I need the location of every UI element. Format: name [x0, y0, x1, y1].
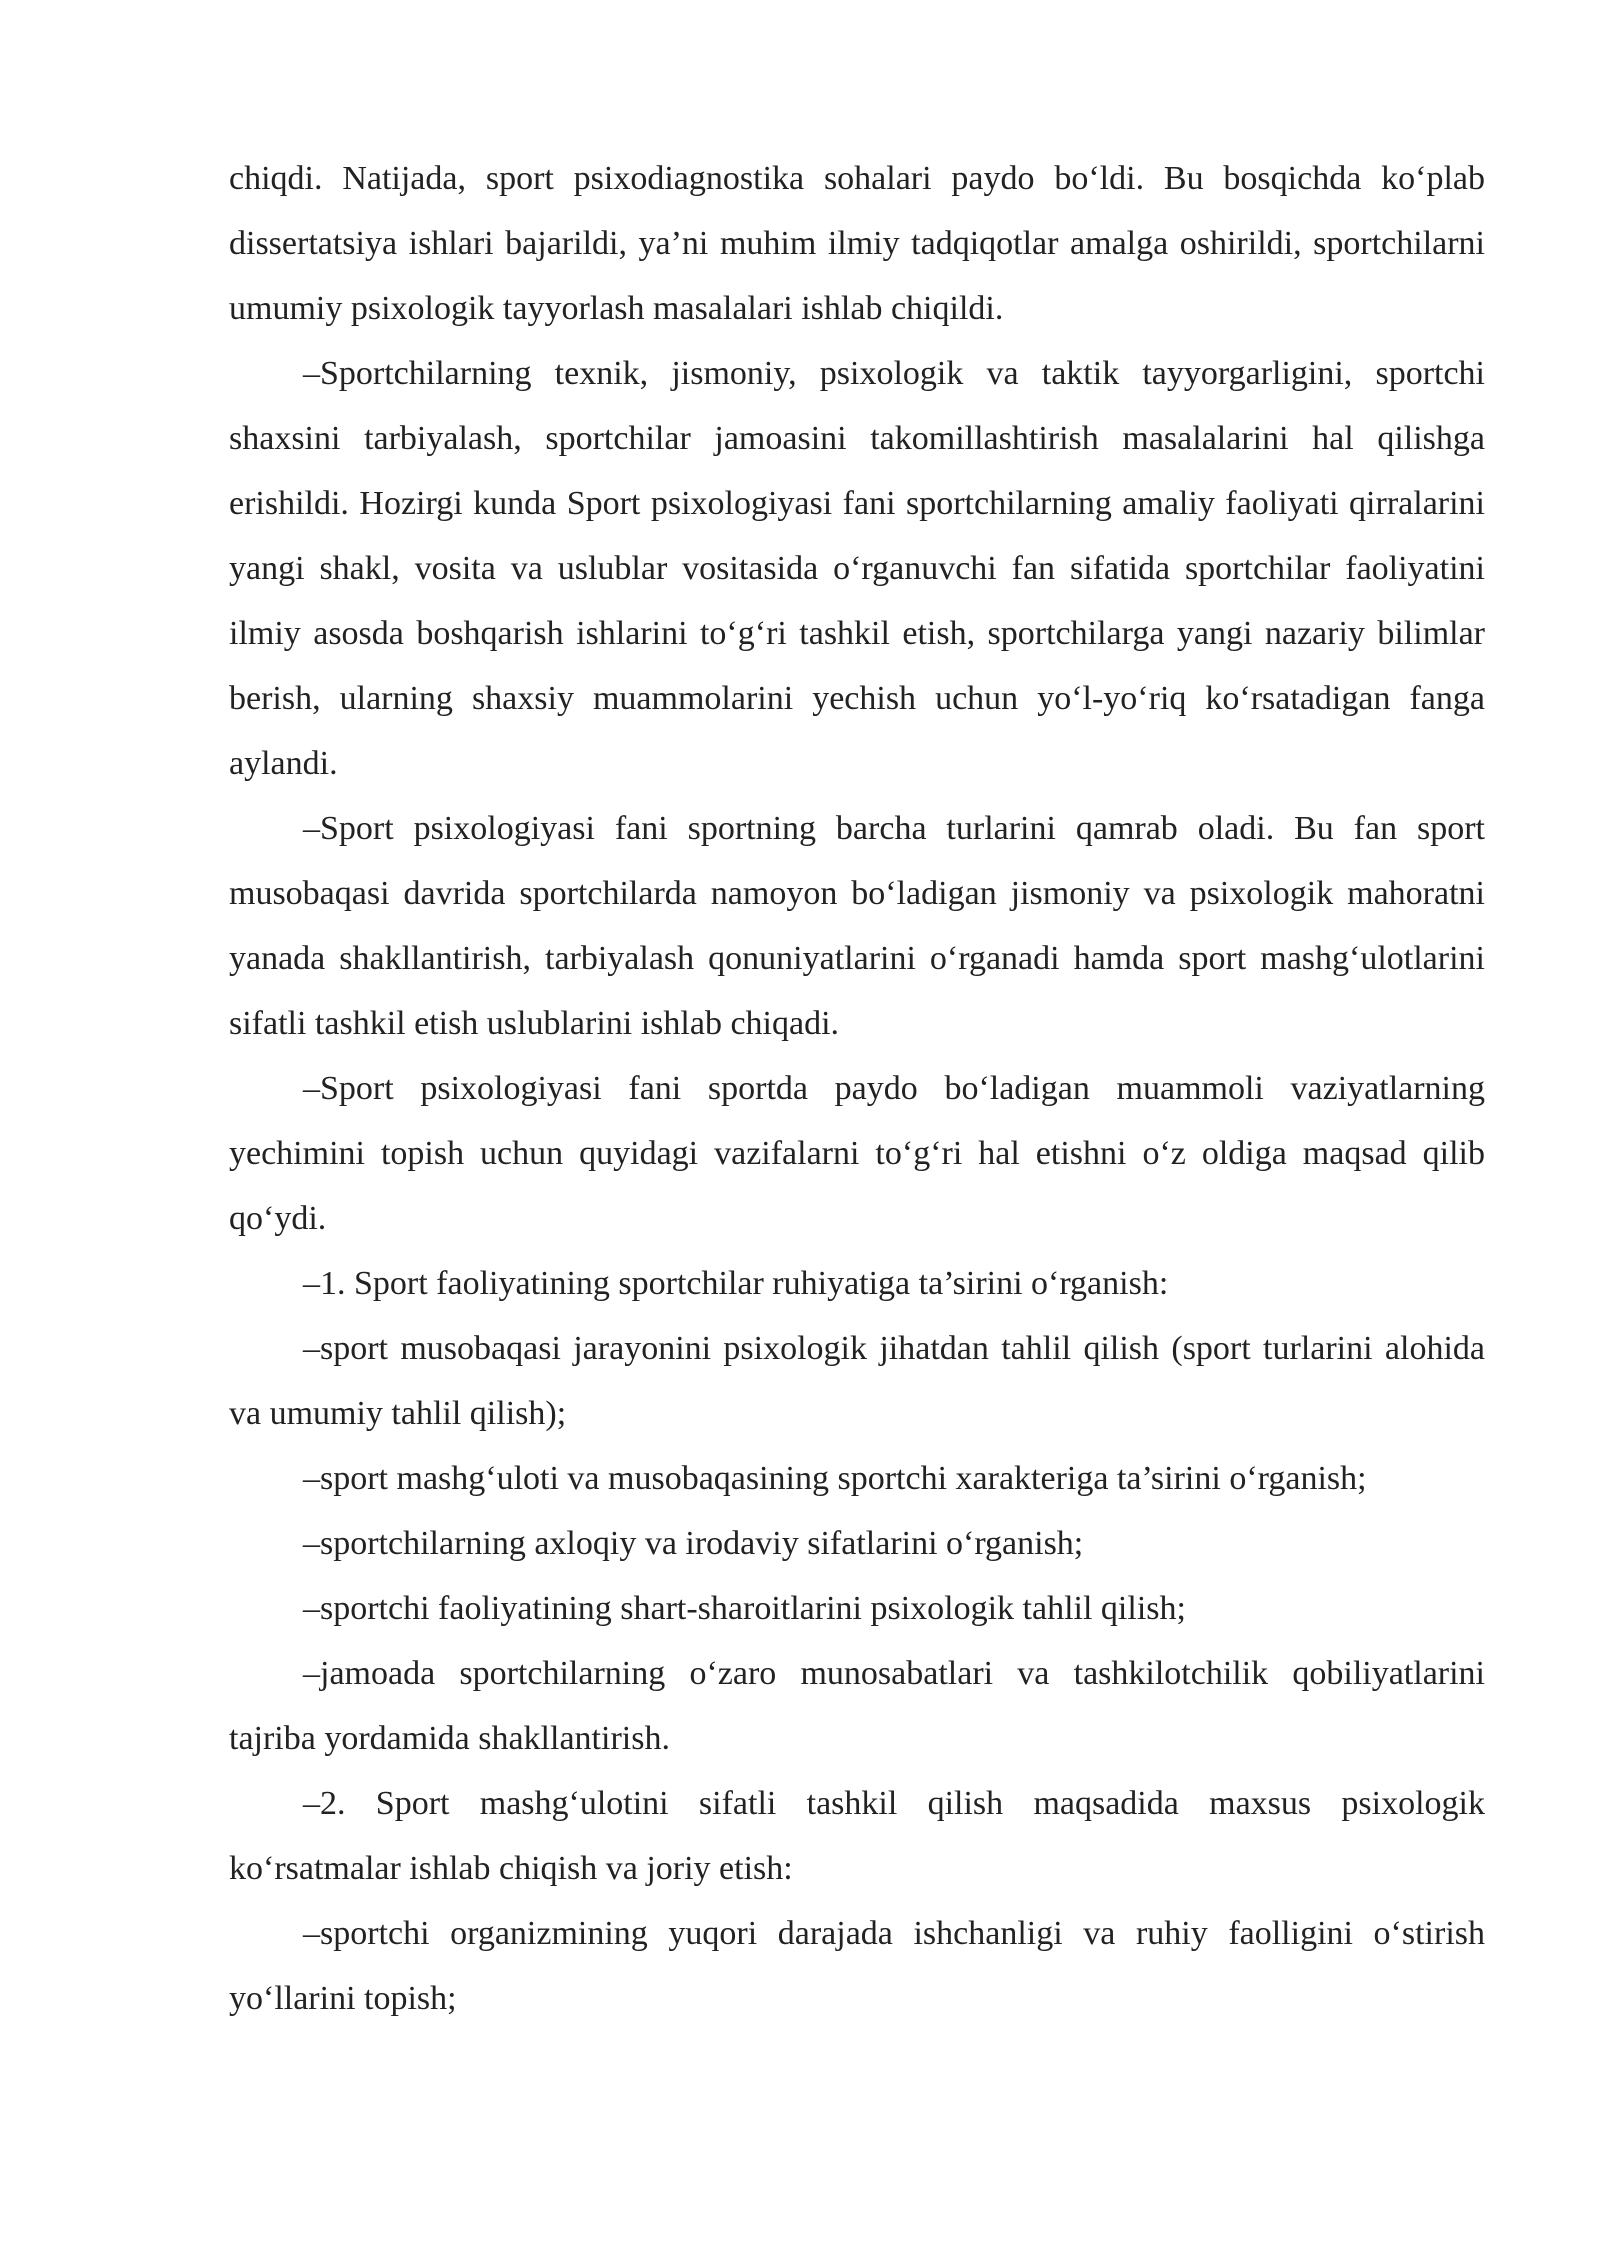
list-item: –jamoada sportchilarning o‘zaro munosabatlari va tashkilotchilik qobiliyatlarini tajriba yordamida shakllantirish.: [229, 1655, 1485, 1757]
list-item: –sportchilarning axloqiy va irodaviy sifatlarini o‘rganish;: [303, 1525, 1084, 1562]
list-item: –sport musobaqasi jarayonini psixologik jihatdan tahlil qilish (sport turlarini alohida va umumiy tahlil qilish);: [229, 1330, 1485, 1432]
list-heading-2: –2. Sport mashg‘ulotini sifatli tashkil qilish maqsadida maxsus psixologik ko‘rsatmalar ishlab chiqish va joriy etish:: [229, 1785, 1485, 1887]
list-item: –sportchi faoliyatining shart-sharoitlarini psixologik tahlil qilish;: [303, 1590, 1186, 1627]
list-item: –sportchi organizmining yuqori darajada ishchanligi va ruhiy faolligini o‘stirish yo‘llarini topish;: [229, 1915, 1485, 2017]
paragraph-2: –Sportchilarning texnik, jismoniy, psixologik va taktik tayyorgarligini, sportchi shaxsini tarbiyalash, sportchilar jamoasini takomillashtirish masalalarini hal qilishga erishildi. Hozirgi kunda Sport psixologiyasi fani sportchilarning amaliy faoliyati qirralarini yangi shakl, vosita va uslublar vositasida o‘rganuvchi fan sifatida sportchilar faoliyatini ilmiy asosda boshqarish ishlarini to‘g‘ri tashkil etish, sportchilarga yangi nazariy bilimlar berish, ularning shaxsiy muammolarini yechish uchun yo‘l-yo‘riq ko‘rsatadigan fanga aylandi.: [229, 355, 1485, 782]
paragraph-3: –Sport psixologiyasi fani sportning barcha turlarini qamrab oladi. Bu fan sport musobaqasi davrida sportchilarda namoyon bo‘ladigan jismoniy va psixologik mahoratni yanada shakllantirish, tarbiyalash qonuniyatlarini o‘rganadi hamda sport mashg‘ulotlarini sifatli tashkil etish uslublarini ishlab chiqadi.: [229, 810, 1485, 1042]
document-page: [229, 146, 1485, 2031]
paragraph-1: chiqdi. Natijada, sport psixodiagnostika sohalari paydo bo‘ldi. Bu bosqichda ko‘plab dissertatsiya ishlari bajarildi, ya’ni muhim ilmiy tadqiqotlar amalga oshirildi, sportchilarni umumiy psixologik tayyorlash masalalari ishlab chiqildi.: [229, 160, 1485, 327]
paragraph-4: –Sport psixologiyasi fani sportda paydo bo‘ladigan muammoli vaziyatlarning yechimini topish uchun quyidagi vazifalarni to‘g‘ri hal etishni o‘z oldiga maqsad qilib qo‘ydi.: [229, 1070, 1485, 1237]
list-item: –sport mashg‘uloti va musobaqasining sportchi xarakteriga ta’sirini o‘rganish;: [303, 1460, 1367, 1497]
list-heading-1: –1. Sport faoliyatining sportchilar ruhiyatiga ta’sirini o‘rganish:: [303, 1265, 1169, 1302]
